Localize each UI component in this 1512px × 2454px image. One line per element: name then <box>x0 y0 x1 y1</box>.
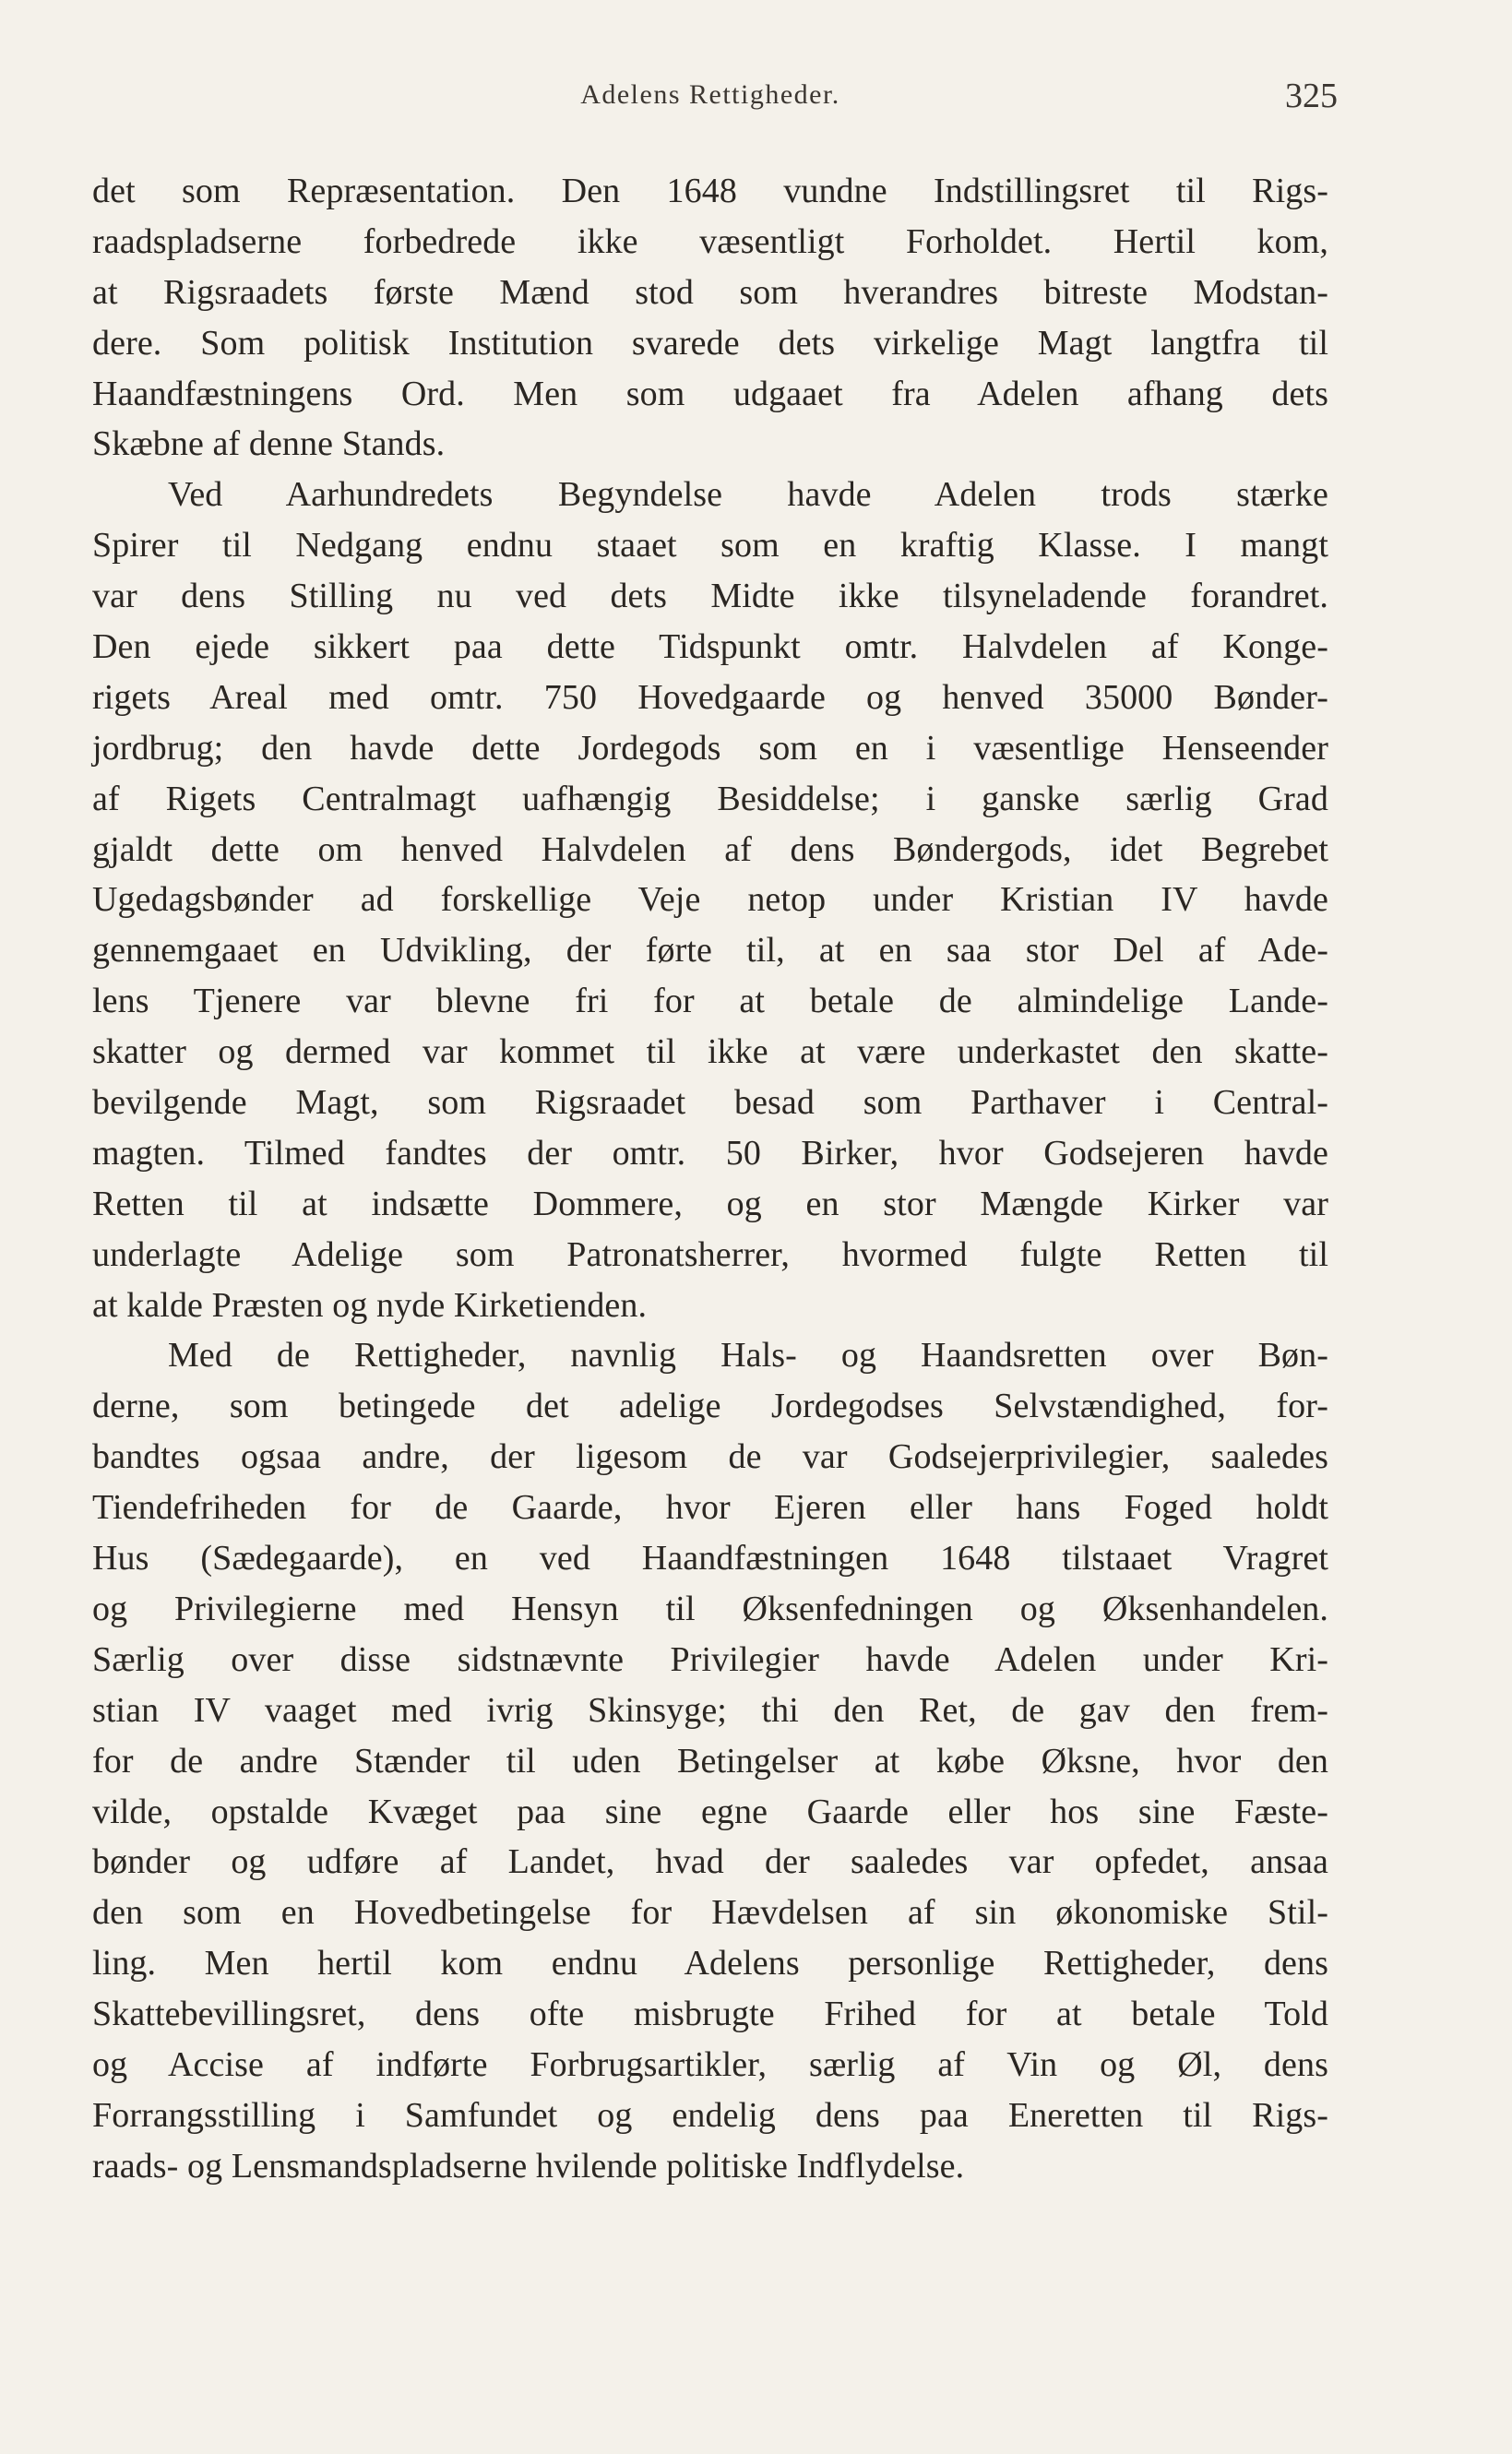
text-line: af Rigets Centralmagt uafhængig Besiddelse; i ganske særlig Grad <box>92 779 1328 818</box>
text-line: Skattebevillingsret, dens ofte misbrugte Frihed for at betale Told <box>92 1995 1328 2034</box>
text-line: Tiendefriheden for de Gaarde, hvor Ejeren eller hans Foged holdt <box>92 1488 1328 1528</box>
text-line: Haandfæstningens Ord. Men som udgaaet fra Adelen afhang dets <box>92 374 1328 413</box>
page-number: 325 <box>1285 77 1338 115</box>
paragraph-end-line: Skæbne af denne Stands. <box>92 424 446 464</box>
text-line: stian IV vaaget med ivrig Skinsyge; thi den Ret, de gav den frem- <box>92 1690 1328 1730</box>
text-line: lens Tjenere var blevne fri for at betale de almindelige Lande- <box>92 982 1328 1021</box>
text-line: Den ejede sikkert paa dette Tidspunkt omtr. Halvdelen af Konge- <box>92 627 1328 667</box>
text-line: Spirer til Nedgang endnu staaet som en kraftig Klasse. I mangt <box>92 526 1328 566</box>
text-line: magten. Tilmed fandtes der omtr. 50 Birker, hvor Godsejeren havde <box>92 1133 1328 1173</box>
text-line: gennemgaaet en Udvikling, der førte til, at en saa stor Del af Ade- <box>92 931 1328 971</box>
text-line: Hus (Sædegaarde), en ved Haandfæstningen 1648 tilstaaet Vragret <box>92 1539 1328 1578</box>
text-line: for de andre Stænder til uden Betingelser at købe Øksne, hvor den <box>92 1741 1328 1781</box>
text-line: Ugedagsbønder ad forskellige Veje netop under Kristian IV havde <box>92 880 1328 920</box>
text-line: skatter og dermed var kommet til ikke at være underkastet den skatte- <box>92 1032 1328 1072</box>
paragraph-start-line: Ved Aarhundredets Begyndelse havde Adelen trods stærke <box>168 475 1328 515</box>
text-line: Retten til at indsætte Dommere, og en stor Mængde Kirker var <box>92 1184 1328 1223</box>
text-line: vilde, opstalde Kvæget paa sine egne Gaarde eller hos sine Fæste- <box>92 1792 1328 1831</box>
text-line: jordbrug; den havde dette Jordegods som en i væsentlige Henseender <box>92 728 1328 768</box>
running-title: Adelens Rettigheder. <box>580 79 840 110</box>
text-line: underlagte Adelige som Patronatsherrer, hvormed fulgte Retten til <box>92 1234 1328 1274</box>
text-line: bevilgende Magt, som Rigsraadet besad som Parthaver i Central- <box>92 1083 1328 1123</box>
text-line: rigets Areal med omtr. 750 Hovedgaarde og henved 35000 Bønder- <box>92 677 1328 717</box>
text-line: at Rigsraadets første Mænd stod som hverandres bitreste Modstan- <box>92 272 1328 312</box>
text-line: og Accise af indførte Forbrugsartikler, særlig af Vin og Øl, dens <box>92 2044 1328 2084</box>
text-line: det som Repræsentation. Den 1648 vundne Indstillingsret til Rigs- <box>92 172 1328 210</box>
text-line: var dens Stilling nu ved dets Midte ikke tilsyneladende forandret. <box>92 577 1328 616</box>
text-line: Særlig over disse sidstnævnte Privilegier havde Adelen under Kri- <box>92 1639 1328 1679</box>
text-line: raadspladserne forbedrede ikke væsentligt Forholdet. Hertil kom, <box>92 221 1328 261</box>
text-line: den som en Hovedbetingelse for Hævdelsen af sin økonomiske Stil- <box>92 1893 1328 1933</box>
text-line: Forrangsstilling i Samfundet og endelig dens paa Eneretten til Rigs- <box>92 2095 1328 2135</box>
text-body <box>92 166 1328 2192</box>
paragraph-end-line: raads- og Lensmandspladserne hvilende politiske Indflydelse. <box>92 2146 965 2186</box>
text-line: bønder og udføre af Landet, hvad der saaledes var opfedet, ansaa <box>92 1842 1328 1882</box>
text-line: og Privilegierne med Hensyn til Øksenfedningen og Øksenhandelen. <box>92 1589 1328 1628</box>
text-line: bandtes ogsaa andre, der ligesom de var Godsejerprivilegier, saaledes <box>92 1437 1328 1477</box>
paragraph-start-line: Med de Rettigheder, navnlig Hals- og Haandsretten over Bøn- <box>168 1336 1328 1376</box>
text-line: ling. Men hertil kom endnu Adelens personlige Rettigheder, dens <box>92 1944 1328 1983</box>
text-line: dere. Som politisk Institution svarede dets virkelige Magt langtfra til <box>92 323 1328 363</box>
text-line: gjaldt dette om henved Halvdelen af dens Bøndergods, idet Begrebet <box>92 829 1328 869</box>
paragraph-end-line: at kalde Præsten og nyde Kirketienden. <box>92 1285 648 1325</box>
page-header <box>92 72 1338 127</box>
text-line: derne, som betingede det adelige Jordegodses Selvstændighed, for- <box>92 1387 1328 1426</box>
